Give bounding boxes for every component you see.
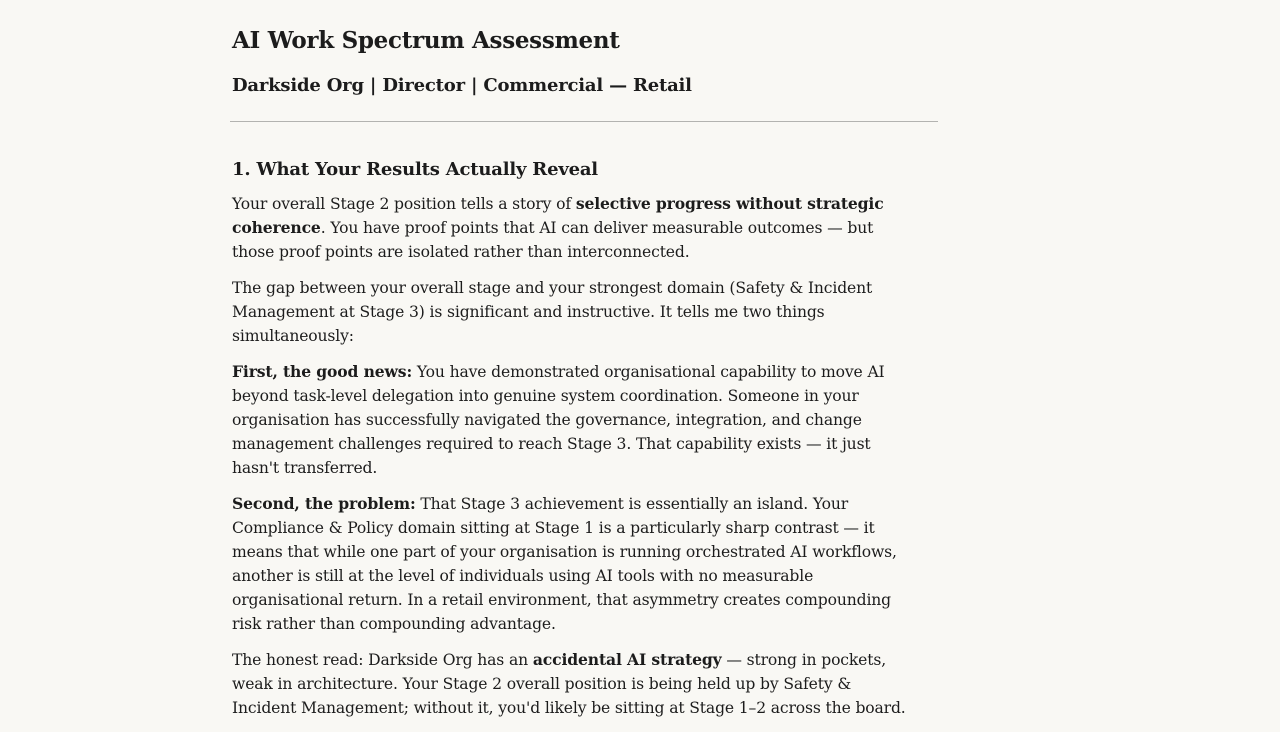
paragraph-text: Your overall Stage 2 position tells a story of	[232, 195, 576, 213]
paragraph-text: The honest read: Darkside Org has an	[232, 651, 533, 669]
section-results-reveal	[232, 158, 918, 732]
paragraph-emphasis: accidental AI strategy	[532, 650, 722, 669]
paragraph-text: That Stage 3 achievement is essentially an island. Your Compliance & Policy domain sitting at Stage 1 is a particularly sharp contrast — it means that while one part of your organisation is running orchestrated AI workflows, another is still at the level of individuals using AI tools with no measurable organisational return. In a retail environment, that asymmetry creates compounding risk rather than compounding advantage.	[232, 495, 897, 633]
header-divider	[230, 121, 938, 122]
paragraph-problem	[232, 492, 918, 636]
paragraph-text: . You have proof points that AI can deliver measurable outcomes — but those proof points are isolated rather than interconnected.	[232, 219, 874, 261]
paragraph-emphasis: selective progress without strategic coherence	[232, 194, 884, 237]
paragraph-lead: Second, the problem:	[232, 494, 416, 513]
paragraph-gap: The gap between your overall stage and your strongest domain (Safety & Incident Management at Stage 3) is significant and instructive. It tells me two things simultaneously:	[232, 279, 873, 345]
paragraph-honest-read	[232, 648, 918, 720]
page-subtitle: Darkside Org | Director | Commercial — Retail	[232, 75, 692, 96]
paragraph-lead: First, the good news:	[232, 362, 413, 381]
section-heading: 1. What Your Results Actually Reveal	[232, 159, 598, 180]
paragraph-text: — strong in pockets, weak in architecture. Your Stage 2 overall position is being held up by Safety & Incident Management; without it, you'd likely be sitting at Stage 1–2 across the board.	[232, 651, 906, 717]
paragraph-text: You have demonstrated organisational capability to move AI beyond task-level delegation into genuine system coordination. Someone in your organisation has successfully navigated the governance, integration, and change management challenges required to reach Stage 3. That capability exists — it just hasn't transferred.	[232, 363, 885, 477]
paragraph-overall-position	[232, 192, 918, 264]
paragraph-good-news	[232, 360, 918, 480]
page-title: AI Work Spectrum Assessment	[232, 27, 620, 54]
